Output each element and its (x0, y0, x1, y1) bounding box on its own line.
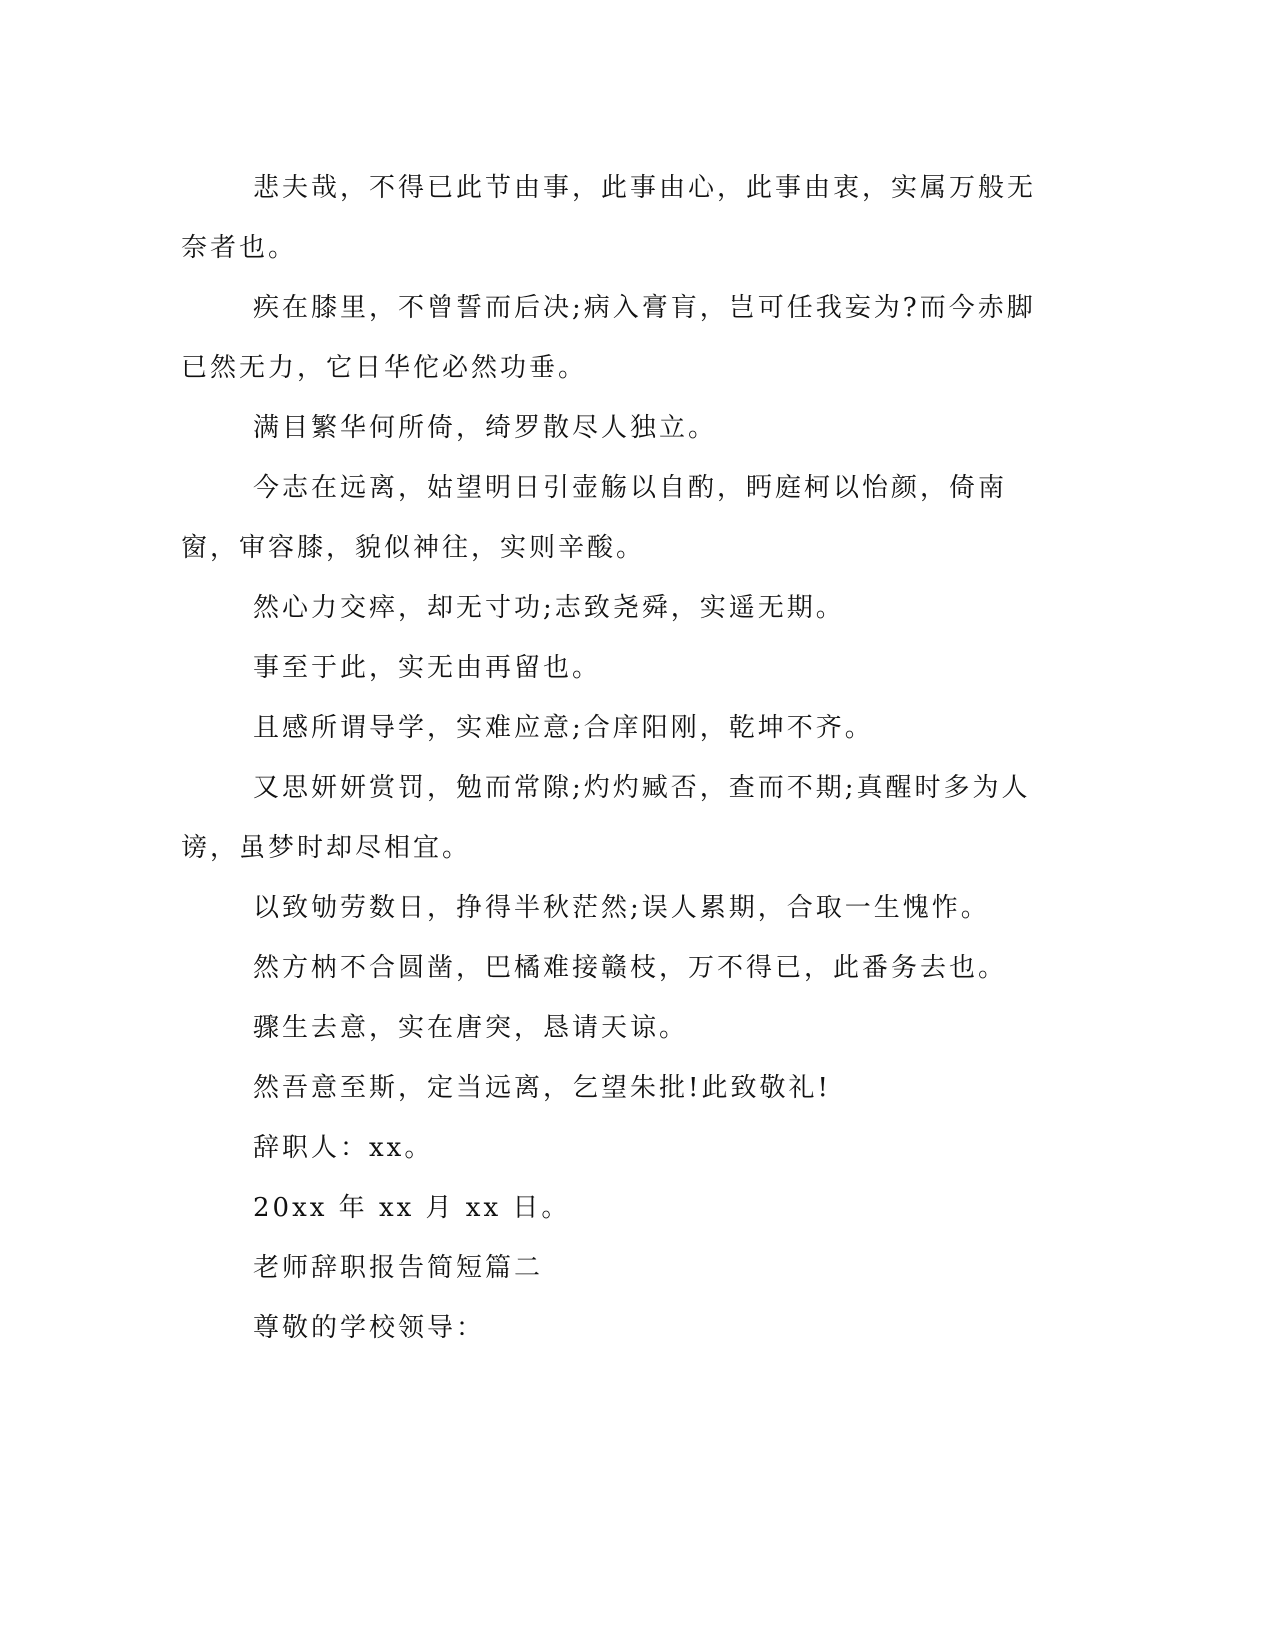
paragraph: 以致劬劳数日，挣得半秋茫然;误人累期，合取一生愧怍。 (253, 893, 990, 923)
document-body (181, 158, 1041, 1358)
paragraph: 今志在远离，姑望明日引壶觞以自酌，眄庭柯以怡颜，倚南窗，审容膝，貌似神往，实则辛酸。 (181, 473, 1008, 563)
paragraph: 疾在膝里，不曾誓而后决;病入膏肓，岂可任我妄为?而今赤脚已然无力，它日华佗必然功垂。 (181, 293, 1036, 383)
paragraph: 然吾意至斯，定当远离，乞望朱批!此致敬礼! (253, 1073, 831, 1103)
paragraph: 又思妍妍赏罚，勉而常隙;灼灼臧否，查而不期;真醒时多为人谤，虽梦时却尽相宜。 (181, 773, 1031, 863)
date-line: 20xx 年 xx 月 xx 日。 (253, 1193, 571, 1223)
paragraph: 然方枘不合圆凿，巴橘难接赣枝，万不得已，此番务去也。 (253, 953, 1008, 983)
paragraph: 骤生去意，实在唐突，恳请天谅。 (253, 1013, 689, 1043)
paragraph: 且感所谓导学，实难应意;合庠阳刚，乾坤不齐。 (253, 713, 874, 743)
salutation: 尊敬的学校领导： (253, 1313, 486, 1343)
paragraph: 悲夫哉，不得已此节由事，此事由心，此事由衷，实属万般无奈者也。 (181, 173, 1037, 263)
paragraph: 然心力交瘁，却无寸功;志致尧舜，实遥无期。 (253, 593, 845, 623)
signature-line: 辞职人：xx。 (253, 1133, 434, 1163)
paragraph: 事至于此，实无由再留也。 (253, 653, 602, 683)
section-heading: 老师辞职报告简短篇二 (253, 1253, 544, 1283)
paragraph: 满目繁华何所倚，绮罗散尽人独立。 (253, 413, 718, 443)
